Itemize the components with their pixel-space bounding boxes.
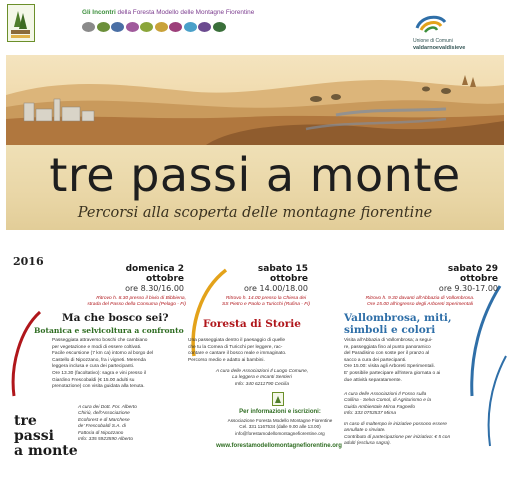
event-2-body-line: Percorso medio e adatto ai bambini.: [188, 357, 265, 363]
leaf-icon: [111, 22, 124, 32]
event-3-credit-line: Collina - Selva Comol, di Agriturismo e la: [344, 398, 431, 404]
event-1-body-line: Passeggiata attraverso boschi che cambiano: [52, 338, 148, 343]
event-3-credit-line: A cura delle Associazioni Il Fosso sulla: [344, 392, 427, 397]
foresta-modello-logo: [7, 4, 35, 42]
event-3-body-line: Ore 15.00: visita agli Arboreti Sperimentali.: [344, 364, 435, 370]
event-2-title: Foresta di Storie: [203, 318, 301, 330]
event-1-body-line: Facile escursione (7 km ca) intorno al borgo del: [52, 351, 154, 357]
footer-title-line-3: a monte: [14, 443, 78, 459]
info-contacts: [196, 418, 364, 437]
partner-line-1: Unione di Comuni: [413, 38, 453, 44]
year-label: 2016: [13, 255, 44, 268]
event-1-date-day: domenica 2: [125, 264, 184, 274]
event-1-credit-line: Fattoria di Nipozzano: [78, 430, 124, 436]
leaf-icon: [198, 22, 211, 32]
event-3-body-line: E' possibile partecipare all'intera giornata o ai: [344, 370, 441, 376]
event-2-credit-line: Info: 340 6211790 Cecilia: [234, 381, 290, 387]
leaf-icon: [97, 22, 110, 32]
event-3-meeting: [334, 296, 506, 308]
event-1-meeting: [62, 296, 186, 308]
leaf-icon: [82, 22, 95, 32]
swirl-emblem-icon: [413, 14, 449, 36]
organizer-line: [82, 9, 254, 16]
event-1-body-line: Giardino Frescobaldi (€ 15.00 adulti su: [52, 377, 135, 383]
leaf-icon: [140, 22, 153, 32]
event-1-time: ore 8.30/16.00: [125, 284, 184, 293]
event-2-credits: [200, 369, 324, 388]
organizer-prefix: Gli Incontri: [82, 9, 116, 16]
event-1-body-line: per vegetazione e modi di essere coltivati.: [52, 344, 142, 350]
event-2-description: [188, 338, 328, 364]
event-1-body-line: prenotazione) con visita guidata alla tenuta.: [52, 384, 145, 390]
leaf-icon: [169, 22, 182, 32]
event-3-title-line-1: Vallombrosa, miti,: [344, 312, 452, 324]
leaf-icon: [155, 22, 168, 32]
event-2-date-month: ottobre: [270, 274, 308, 284]
event-1-body-line: leggera inclusa e cura dei partecipanti.: [52, 364, 135, 370]
leaf-icon: [213, 22, 226, 32]
leaf-icon: [126, 22, 139, 32]
event-3-date-month: ottobre: [460, 274, 498, 284]
event-1-date-month: ottobre: [146, 274, 184, 284]
organizer-name: della Foresta Modello delle Montagne Fiorentine: [115, 9, 255, 16]
subtitle: Percorsi alla scoperta delle montagne fiorentine: [77, 205, 433, 221]
info-title: Per informazioni e iscrizioni:: [239, 409, 321, 415]
event-3-meeting-line-1: Ritrovo h. 9.30 davanti all'Abbazia di Vallombrosa.: [365, 296, 475, 301]
notes-line: annullate o rinviate.: [344, 428, 386, 434]
event-1-meeting-line-1: Ritrovo h. 8.30 presso il bivio di Bibbiena,: [96, 296, 186, 301]
footer-title: [14, 414, 78, 459]
info-email[interactable]: info@forestamodellomontagnefiorentine.org: [235, 430, 325, 436]
event-2-date-block: [240, 264, 308, 294]
event-2-credit-line: La leggera e Incanti Sentieri: [232, 375, 292, 381]
event-2-body-line: contare e cantare il bosco reale e immaginato.: [188, 351, 287, 357]
event-2-body-line: Una passeggiata dentro il paesaggio di quelle: [188, 338, 286, 343]
event-3-credits: [344, 392, 474, 418]
leaf-icon: [184, 22, 197, 32]
event-1-subtitle: Botanica e selvicoltura a confronto: [34, 326, 184, 335]
info-line: Cel. 331 1167534 (dalle 9.00 alle 13.00): [239, 424, 321, 430]
event-3-time: ore 9.30-17.00: [438, 284, 498, 293]
event-3-notes: [344, 422, 484, 448]
notes-line: adulti (esclusa sagra).: [344, 441, 391, 447]
event-2-date-day: sabato 15: [257, 264, 308, 274]
event-1-credit-line: A cura dei Dott. For. Alberto: [78, 405, 137, 410]
partner-line-2: valdarnoevaldisieve: [413, 45, 466, 51]
footer-title-line-1: tre: [14, 413, 37, 429]
event-3-meeting-line-2: Ore 15.00 all'ingresso degli Arboreti Sperimentali: [367, 302, 473, 307]
event-1-date-block: [90, 264, 184, 294]
event-1-description: [52, 338, 186, 391]
website-link[interactable]: www.forestamodellomontagnefiorentine.org: [216, 443, 342, 449]
event-2-body-line: che tu la Comea di Turicchi per leggere, rac-: [188, 344, 283, 350]
event-1-body-line: Ore 13.30 (facoltativo): sagra e vini presso il: [52, 370, 146, 376]
main-title: tre passi a monte: [49, 148, 461, 202]
event-1-credits: [78, 405, 188, 443]
event-2-time: ore 14.00/18.00: [244, 284, 308, 293]
event-3-date-block: [380, 264, 498, 294]
event-3-credit-line: Guida Ambientale Mirna Fagnello: [344, 404, 416, 410]
event-2-meeting-line-2: SS Pietro e Paolo a Turicchi (Rufina - Fi): [222, 302, 310, 307]
event-1-credit-line: Chiriù, dell'Associazione: [78, 411, 130, 417]
event-3-date-day: sabato 29: [447, 264, 498, 274]
event-1-credit-line: Ecoforest e di Marchese: [78, 417, 130, 423]
landscape-illustration: [6, 55, 504, 145]
event-3-body-line: del Paradisino con soste per il pranzo al: [344, 351, 430, 357]
event-3-credit-line: Info: 333 0753537 Mirna: [344, 411, 397, 417]
event-3-body-line: re, passeggiata fino al punto panoramico: [344, 344, 431, 350]
event-3-body-line: Visita all'Abbazia di Vallombrosa; a segui-: [344, 338, 433, 343]
event-1-credit-line: Info: 335 5923590 Alberto: [78, 437, 134, 443]
footer-title-line-2: passi: [14, 428, 54, 444]
event-3-title-line-2: simboli e colori: [344, 324, 436, 336]
event-3-description: [344, 338, 484, 384]
info-logo: [272, 392, 284, 406]
event-2-credit-line: A cura delle Associazioni Il Luogo Comune,: [215, 369, 309, 374]
event-1-title: Ma che bosco sei?: [62, 312, 169, 324]
event-2-meeting: [202, 296, 330, 308]
title-band: [6, 145, 504, 230]
notes-line: In caso di maltempo le iniziative possono essere: [344, 422, 447, 427]
event-1-meeting-line-2: strada del Passo della Consuma (Pelago - Fi): [87, 302, 186, 307]
event-2-meeting-line-1: Ritrovo h. 14.00 presso la Chiesa dei: [225, 296, 307, 301]
event-1-credit-line: de' Frescobaldi S.A. di: [78, 424, 126, 430]
info-line: Associazione Foresta Modello Montagne Fiorentine: [227, 418, 333, 423]
event-3-title: [344, 312, 452, 336]
event-3-body-line: sacco a cura dei partecipanti.: [344, 357, 407, 363]
unione-comuni-logo: [413, 14, 503, 54]
event-3-body-line: due attività separatamente.: [344, 377, 402, 383]
colored-leaves-row: [82, 22, 226, 32]
notes-line: Contributo di partecipazione per iniziativa: € 5 con: [344, 434, 451, 440]
event-1-body-line: Castello di Nipozzano, fra i vigneti. Merenda: [52, 357, 146, 363]
